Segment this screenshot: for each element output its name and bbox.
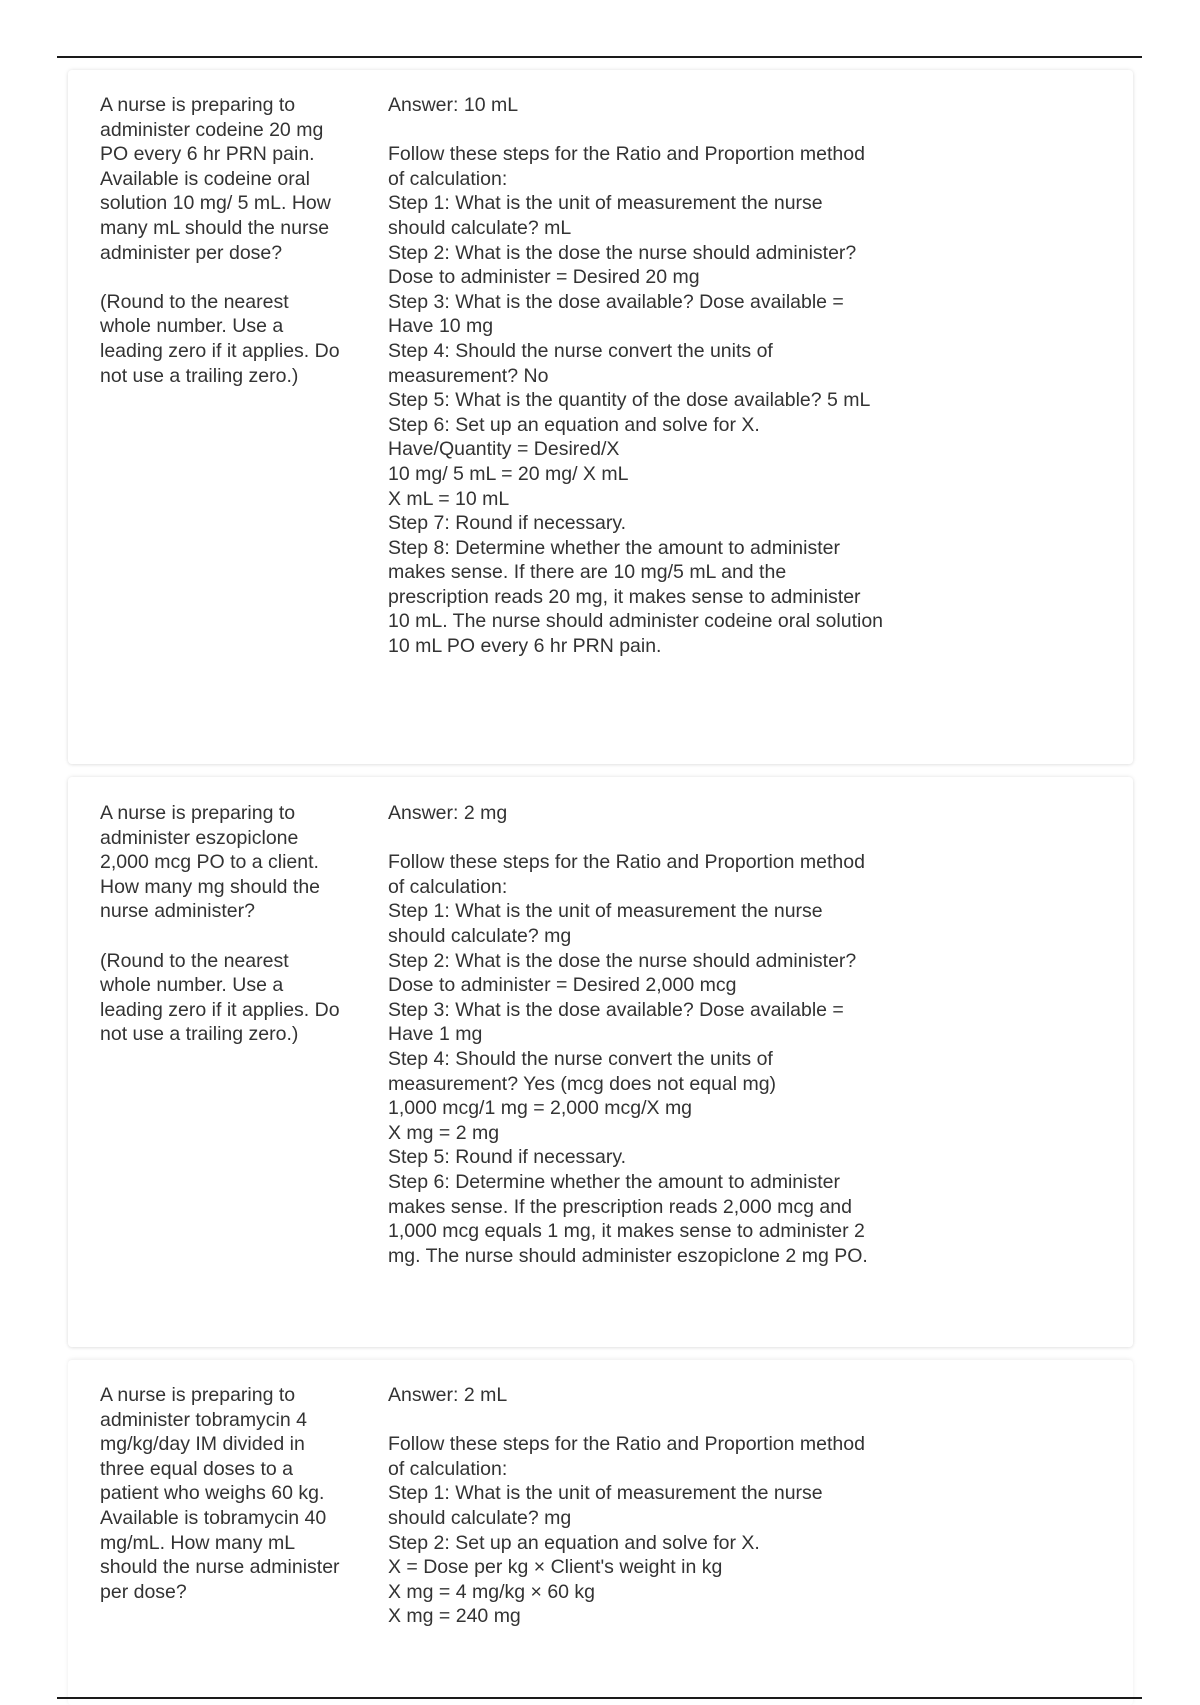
answer-step: X mg = 240 mg [388, 1605, 521, 1628]
answer-step: Follow these steps for the Ratio and Proportion method of calculation: [388, 851, 865, 898]
question-column [100, 93, 340, 388]
answer-column [388, 1383, 883, 1629]
answer-step: X mg = 4 mg/kg × 60 kg [388, 1580, 596, 1603]
answer-step: Step 1: What is the unit of measurement the nurse should calculate? mL [388, 192, 823, 239]
answer-column [388, 93, 883, 659]
answer-step: Have/Quantity = Desired/X [388, 438, 620, 461]
question-instructions: (Round to the nearest whole number. Use a leading zero if it applies. Do not use a trailing zero.) [100, 949, 340, 1046]
answer-step: Step 6: Determine whether the amount to administer makes sense. If the prescription reads 2,000 mcg and 1,000 mcg equals 1 mg, it makes sense to administer 2 mg. The nurse should administer eszopiclone 2 mg PO. [388, 1170, 868, 1267]
answer-step: Step 8: Determine whether the amount to administer makes sense. If there are 10 mg/5 mL and the prescription reads 20 mg, it makes sense to administer 10 mL. The nurse should administer codeine oral solution 10 mL PO every 6 hr PRN pain. [388, 536, 884, 658]
question-column [100, 801, 340, 1047]
top-rule [57, 56, 1142, 58]
question-card-3 [68, 1360, 1133, 1705]
answer-value: Answer: 10 mL [388, 94, 519, 116]
answer-step: Step 7: Round if necessary. [388, 512, 627, 535]
bottom-rule [57, 1697, 1142, 1699]
question-text: A nurse is preparing to administer eszopiclone 2,000 mcg PO to a client. How many mg should the nurse administer? [100, 802, 321, 923]
answer-step: Step 5: Round if necessary. [388, 1146, 627, 1169]
answer-step: Follow these steps for the Ratio and Proportion method of calculation: [388, 143, 865, 190]
answer-step: Step 4: Should the nurse convert the units of measurement? No [388, 339, 773, 387]
answer-step: Step 1: What is the unit of measurement the nurse should calculate? mg [388, 900, 823, 947]
answer-step: Step 2: Set up an equation and solve for X. [388, 1531, 760, 1554]
question-column [100, 1383, 340, 1604]
question-text: A nurse is preparing to administer tobramycin 4 mg/kg/day IM divided in three equal doses to a patient who weighs 60 kg. Available is tobramycin 40 mg/mL. How many mL should the nurse administer per dose? [100, 1384, 340, 1603]
answer-step: X mg = 2 mg [388, 1121, 500, 1144]
answer-step: Step 3: What is the dose available? Dose available = Have 1 mg [388, 998, 844, 1046]
question-instructions: (Round to the nearest whole number. Use a leading zero if it applies. Do not use a trailing zero.) [100, 290, 340, 387]
answer-step: X = Dose per kg × Client's weight in kg [388, 1556, 723, 1579]
answer-step: Step 1: What is the unit of measurement the nurse should calculate? mg [388, 1482, 823, 1529]
answer-step: Step 4: Should the nurse convert the units of measurement? Yes (mcg does not equal mg) [388, 1047, 777, 1095]
answer-value: Answer: 2 mg [388, 802, 508, 824]
answer-step: Step 2: What is the dose the nurse should administer? Dose to administer = Desired 20 mg [388, 241, 857, 289]
answer-step: Follow these steps for the Ratio and Proportion method of calculation: [388, 1433, 865, 1480]
question-text: A nurse is preparing to administer codeine 20 mg PO every 6 hr PRN pain. Available is codeine oral solution 10 mg/ 5 mL. How many mL should the nurse administer per dose? [100, 94, 331, 264]
answer-step: Step 3: What is the dose available? Dose available = Have 10 mg [388, 290, 844, 338]
answer-step: Step 5: What is the quantity of the dose available? 5 mL [388, 389, 871, 412]
answer-step: Step 6: Set up an equation and solve for X. [388, 413, 760, 436]
answer-step: 1,000 mcg/1 mg = 2,000 mcg/X mg [388, 1097, 693, 1120]
answer-step: 10 mg/ 5 mL = 20 mg/ X mL [388, 462, 629, 485]
answer-step: X mL = 10 mL [388, 487, 510, 510]
answer-step: Step 2: What is the dose the nurse should administer? Dose to administer = Desired 2,000 mcg [388, 949, 857, 997]
answer-column [388, 801, 883, 1268]
question-card-2 [68, 777, 1133, 1347]
question-card-1 [68, 70, 1133, 764]
answer-value: Answer: 2 mL [388, 1384, 508, 1406]
